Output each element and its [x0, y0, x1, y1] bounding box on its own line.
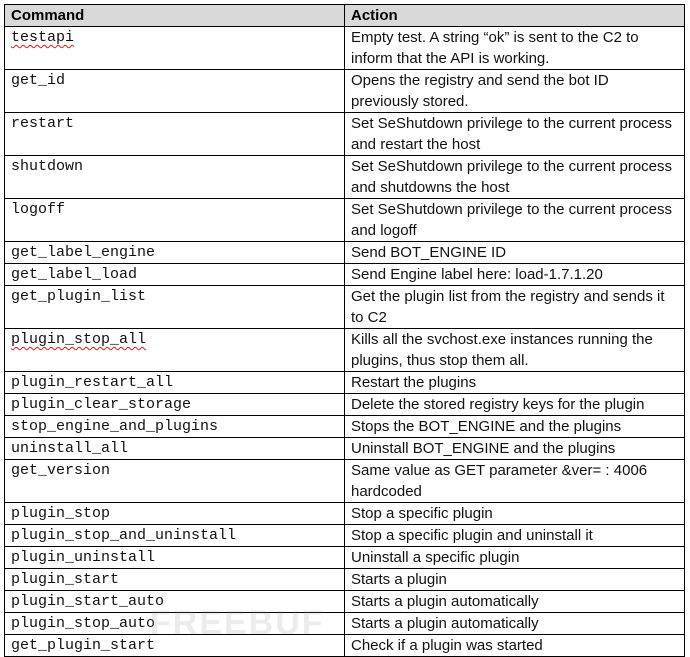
table-row: [5, 525, 685, 547]
table-row: [5, 394, 685, 416]
table-row: [5, 547, 685, 569]
table-row: [5, 372, 685, 394]
table-row: [5, 156, 685, 199]
table-row: [5, 635, 685, 657]
table-row: [5, 70, 685, 113]
table-row: [5, 113, 685, 156]
action-cell: Send Engine label here: load-1.7.1.20: [345, 264, 685, 286]
action-cell: Opens the registry and send the bot ID previously stored.: [345, 70, 685, 113]
command-cell: get_version: [5, 460, 345, 503]
command-cell: plugin_uninstall: [5, 547, 345, 569]
table-row: [5, 438, 685, 460]
command-cell: plugin_stop_auto: [5, 613, 345, 635]
action-cell: Delete the stored registry keys for the plugin: [345, 394, 685, 416]
table-row: [5, 242, 685, 264]
table-row: [5, 329, 685, 372]
table-row: [5, 503, 685, 525]
command-cell: get_label_load: [5, 264, 345, 286]
action-cell: Set SeShutdown privilege to the current process and restart the host: [345, 113, 685, 156]
action-cell: Check if a plugin was started: [345, 635, 685, 657]
command-cell: plugin_start_auto: [5, 591, 345, 613]
command-cell: plugin_stop: [5, 503, 345, 525]
table-row: [5, 27, 685, 70]
table-row: [5, 460, 685, 503]
action-cell: Set SeShutdown privilege to the current process and logoff: [345, 199, 685, 242]
action-cell: Set SeShutdown privilege to the current process and shutdowns the host: [345, 156, 685, 199]
action-cell: Starts a plugin automatically: [345, 591, 685, 613]
action-cell: Starts a plugin: [345, 569, 685, 591]
command-cell: stop_engine_and_plugins: [5, 416, 345, 438]
command-cell: testapi: [11, 29, 75, 46]
command-cell: plugin_stop_all: [11, 331, 147, 348]
command-cell: plugin_start: [5, 569, 345, 591]
action-cell: Uninstall BOT_ENGINE and the plugins: [345, 438, 685, 460]
command-cell: restart: [5, 113, 345, 156]
command-table: [4, 4, 685, 657]
action-column-header: Action: [345, 5, 685, 27]
action-cell: Get the plugin list from the registry and sends it to C2: [345, 286, 685, 329]
command-cell: plugin_restart_all: [5, 372, 345, 394]
table-row: [5, 569, 685, 591]
command-cell: plugin_clear_storage: [5, 394, 345, 416]
table-row: [5, 199, 685, 242]
action-cell: Kills all the svchost.exe instances running the plugins, thus stop them all.: [345, 329, 685, 372]
action-cell: Same value as GET parameter &ver= : 4006 hardcoded: [345, 460, 685, 503]
command-cell: get_plugin_list: [5, 286, 345, 329]
action-cell: Stops the BOT_ENGINE and the plugins: [345, 416, 685, 438]
command-cell: get_plugin_start: [5, 635, 345, 657]
action-cell: Starts a plugin automatically: [345, 613, 685, 635]
table-row: [5, 416, 685, 438]
command-cell: get_id: [5, 70, 345, 113]
watermark-logo: FREEBUF: [150, 604, 325, 642]
action-cell: Empty test. A string “ok” is sent to the C2 to inform that the API is working.: [345, 27, 685, 70]
table-row: [5, 286, 685, 329]
command-cell: uninstall_all: [5, 438, 345, 460]
action-cell: Stop a specific plugin and uninstall it: [345, 525, 685, 547]
command-cell: get_label_engine: [5, 242, 345, 264]
action-cell: Stop a specific plugin: [345, 503, 685, 525]
table-row: [5, 613, 685, 635]
command-cell: shutdown: [5, 156, 345, 199]
action-cell: Send BOT_ENGINE ID: [345, 242, 685, 264]
table-row: [5, 264, 685, 286]
action-cell: Restart the plugins: [345, 372, 685, 394]
header-row: [5, 5, 685, 27]
command-cell: logoff: [5, 199, 345, 242]
action-cell: Uninstall a specific plugin: [345, 547, 685, 569]
table-row: [5, 591, 685, 613]
command-column-header: Command: [5, 5, 345, 27]
command-cell: plugin_stop_and_uninstall: [5, 525, 345, 547]
